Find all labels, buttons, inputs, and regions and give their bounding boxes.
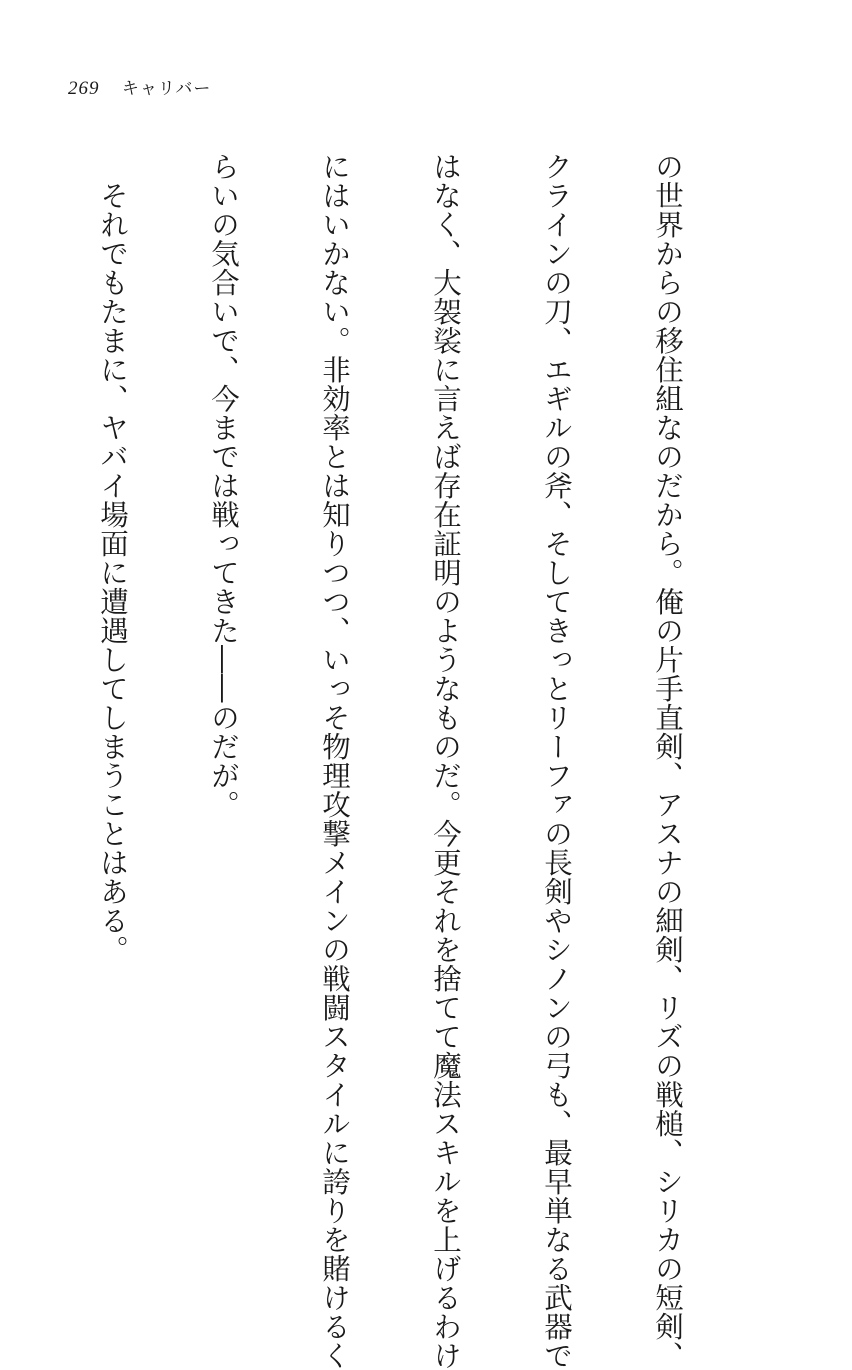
text-line: の世界からの移住組なのだから。俺の片手直剣、アスナの細剣、リズの戦槌、シリカの短剣、 <box>651 152 684 1370</box>
text-line: はなく、大袈裟に言えば存在証明のようなものだ。今更それを捨てて魔法スキルを上げるわけ <box>429 152 462 1370</box>
running-title: キャリバー <box>121 79 212 99</box>
text-line: クラインの刀、エギルの斧、そしてきっとリーファの長剣やシノンの弓も、最早単なる武器で <box>540 152 573 1370</box>
text-line: それでもたまに、ヤバイ場面に遭遇してしまうことはある。 <box>96 152 129 964</box>
text-line: らいの気合いで、今までは戦ってきた――のだが。 <box>207 152 240 819</box>
vertical-body-text <box>0 152 760 1370</box>
blank-line <box>0 152 20 1112</box>
page-number: 269 <box>68 78 100 99</box>
text-line: にはいかない。非効率とは知りつつ、いっそ物理攻撃メインの戦闘スタイルに誇りを賭けるく <box>318 152 351 1370</box>
running-header <box>68 74 211 100</box>
